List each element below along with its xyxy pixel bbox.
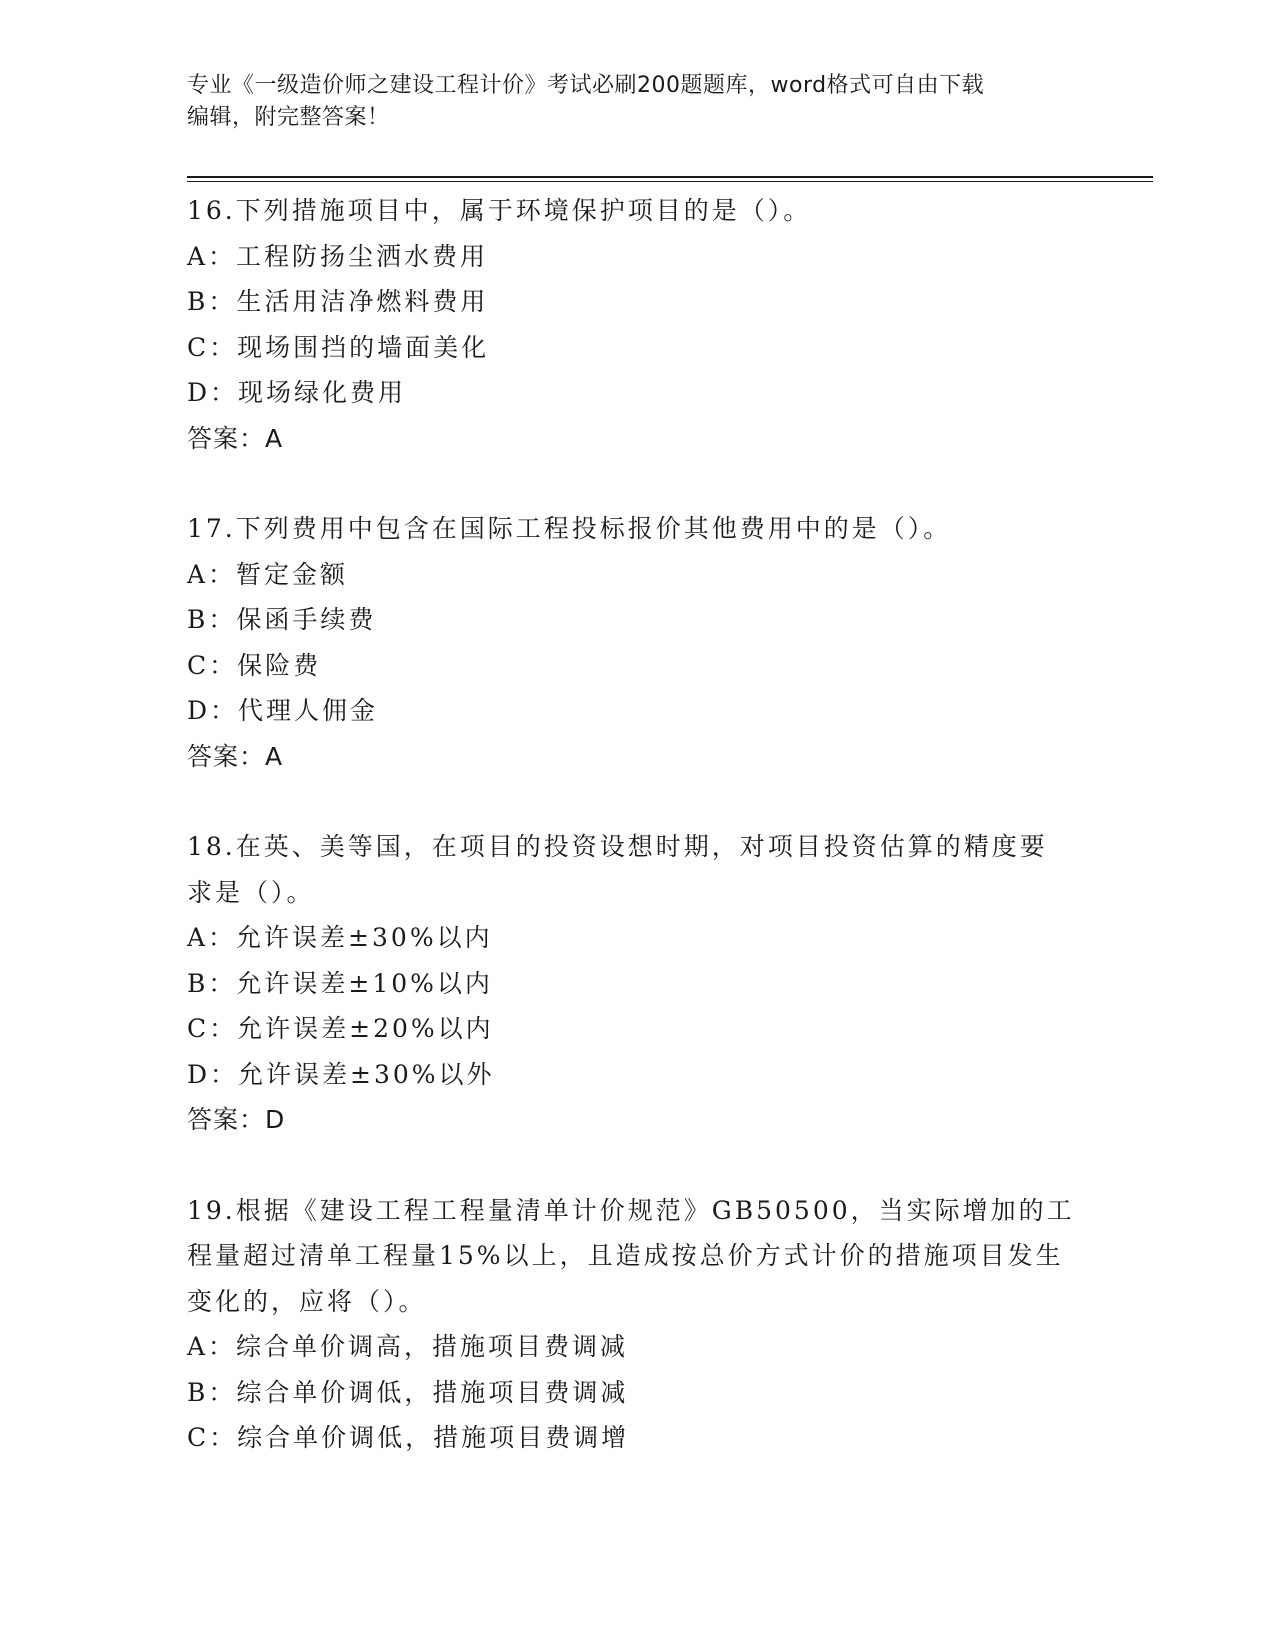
header-divider-thick bbox=[187, 176, 1153, 178]
option-a: A：工程防扬尘洒水费用 bbox=[187, 241, 489, 271]
question-list bbox=[187, 188, 1087, 1461]
question-text-line-1: 18.在英、美等国，在项目的投资设想时期，对项目投资估算的精度要 bbox=[187, 832, 1048, 861]
question-text-line-2: 求是（）。 bbox=[187, 877, 315, 907]
option-c: C：综合单价调低，措施项目费调增 bbox=[187, 1423, 630, 1452]
option-d: D：允许误差±30%以外 bbox=[187, 1059, 495, 1089]
option-b: B：允许误差±10%以内 bbox=[187, 968, 493, 998]
option-c: C：保险费 bbox=[187, 650, 322, 680]
answer: 答案：A bbox=[187, 741, 284, 771]
option-d: D：代理人佣金 bbox=[187, 696, 379, 725]
question-19 bbox=[187, 1188, 1087, 1461]
answer: 答案：D bbox=[187, 1105, 286, 1134]
document-header bbox=[187, 70, 1067, 134]
question-text: 17.下列费用中包含在国际工程投标报价其他费用中的是（）。 bbox=[187, 514, 952, 543]
header-divider-thin bbox=[187, 181, 1153, 182]
option-c: C：现场围挡的墙面美化 bbox=[187, 332, 490, 362]
header-line-2: 编辑，附完整答案！ bbox=[187, 105, 390, 130]
option-d: D：现场绿化费用 bbox=[187, 378, 407, 407]
header-line-1: 专业《一级造价师之建设工程计价》考试必刷200题题库，word格式可自由下载 bbox=[187, 73, 985, 98]
question-text-line-1: 19.根据《建设工程工程量清单计价规范》GB50500，当实际增加的工 bbox=[187, 1195, 1075, 1225]
question-17 bbox=[187, 506, 1087, 779]
option-b: B：综合单价调低，措施项目费调减 bbox=[187, 1377, 629, 1407]
option-b: B：生活用洁净燃料费用 bbox=[187, 287, 489, 316]
option-c: C：允许误差±20%以内 bbox=[187, 1014, 494, 1043]
answer: 答案：A bbox=[187, 423, 284, 453]
question-text: 16.下列措施项目中，属于环境保护项目的是（）。 bbox=[187, 196, 812, 225]
option-a: A：允许误差±30%以内 bbox=[187, 923, 493, 952]
option-a: A：暂定金额 bbox=[187, 559, 349, 589]
option-b: B：保函手续费 bbox=[187, 605, 377, 634]
question-18 bbox=[187, 824, 1087, 1143]
option-a: A：综合单价调高，措施项目费调减 bbox=[187, 1332, 629, 1361]
question-text-line-2: 程量超过清单工程量15%以上，且造成按总价方式计价的措施项目发生 bbox=[187, 1241, 1064, 1270]
question-text-line-3: 变化的，应将（）。 bbox=[187, 1286, 427, 1316]
question-16 bbox=[187, 188, 1087, 461]
